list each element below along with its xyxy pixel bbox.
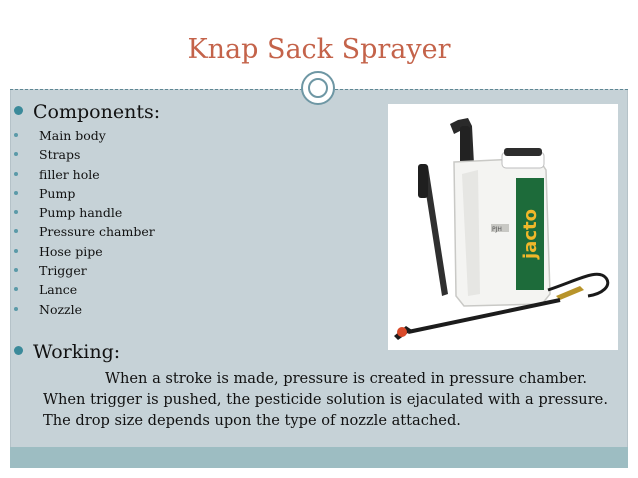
bullet-icon bbox=[14, 106, 23, 115]
list-item bbox=[14, 203, 155, 222]
circle-ornament-inner bbox=[308, 78, 328, 98]
bullet-dot-icon bbox=[14, 229, 18, 233]
bullet-dot-icon bbox=[14, 191, 18, 195]
list-item bbox=[14, 280, 155, 299]
brand-logo-text: jacto bbox=[520, 209, 541, 259]
list-item bbox=[14, 261, 155, 280]
paragraph-line: When trigger is pushed, the pesticide solution is ejaculated with a pressure. bbox=[43, 391, 608, 408]
components-heading-text: Components: bbox=[33, 101, 161, 123]
knapsack-sprayer-illustration bbox=[388, 104, 618, 350]
bullet-dot-icon bbox=[14, 172, 18, 176]
list-item bbox=[14, 145, 155, 164]
list-item bbox=[14, 300, 155, 319]
list-item-text: Main body bbox=[39, 128, 106, 143]
circle-ornament-icon bbox=[301, 71, 335, 105]
list-item-text: Pressure chamber bbox=[39, 224, 155, 240]
bullet-dot-icon bbox=[14, 287, 18, 291]
list-item-text: filler hole bbox=[39, 166, 100, 182]
list-item-text: Pump bbox=[39, 185, 76, 201]
list-item bbox=[14, 165, 155, 184]
working-heading bbox=[14, 341, 120, 363]
components-heading bbox=[14, 101, 160, 123]
list-item bbox=[14, 126, 155, 145]
working-heading-text: Working: bbox=[33, 341, 121, 363]
paragraph-line: The drop size depends upon the type of nozzle attached. bbox=[43, 412, 461, 429]
list-item-text: Lance bbox=[39, 282, 78, 298]
working-paragraph bbox=[43, 368, 615, 431]
list-item bbox=[14, 222, 155, 241]
list-item-text: Nozzle bbox=[39, 301, 83, 317]
bullet-dot-icon bbox=[14, 268, 18, 272]
bullet-dot-icon bbox=[14, 307, 18, 311]
components-list bbox=[14, 126, 155, 319]
list-item-text: Pump handle bbox=[39, 205, 123, 221]
list-item-text: Hose pipe bbox=[39, 243, 103, 259]
list-item-text: Trigger bbox=[39, 263, 87, 279]
label-text: PJH bbox=[492, 226, 502, 233]
slide-title: Knap Sack Sprayer bbox=[187, 34, 451, 65]
bullet-dot-icon bbox=[14, 210, 18, 214]
bullet-dot-icon bbox=[14, 152, 18, 156]
bullet-icon bbox=[14, 346, 23, 355]
paragraph-line: When a stroke is made, pressure is created in pressure chamber. bbox=[105, 370, 587, 387]
bullet-dot-icon bbox=[14, 133, 18, 137]
list-item bbox=[14, 184, 155, 203]
list-item-text: Straps bbox=[39, 147, 81, 163]
bullet-dot-icon bbox=[14, 249, 18, 253]
sprayer-photo bbox=[388, 104, 618, 350]
list-item bbox=[14, 242, 155, 261]
bottom-bar bbox=[10, 447, 628, 468]
